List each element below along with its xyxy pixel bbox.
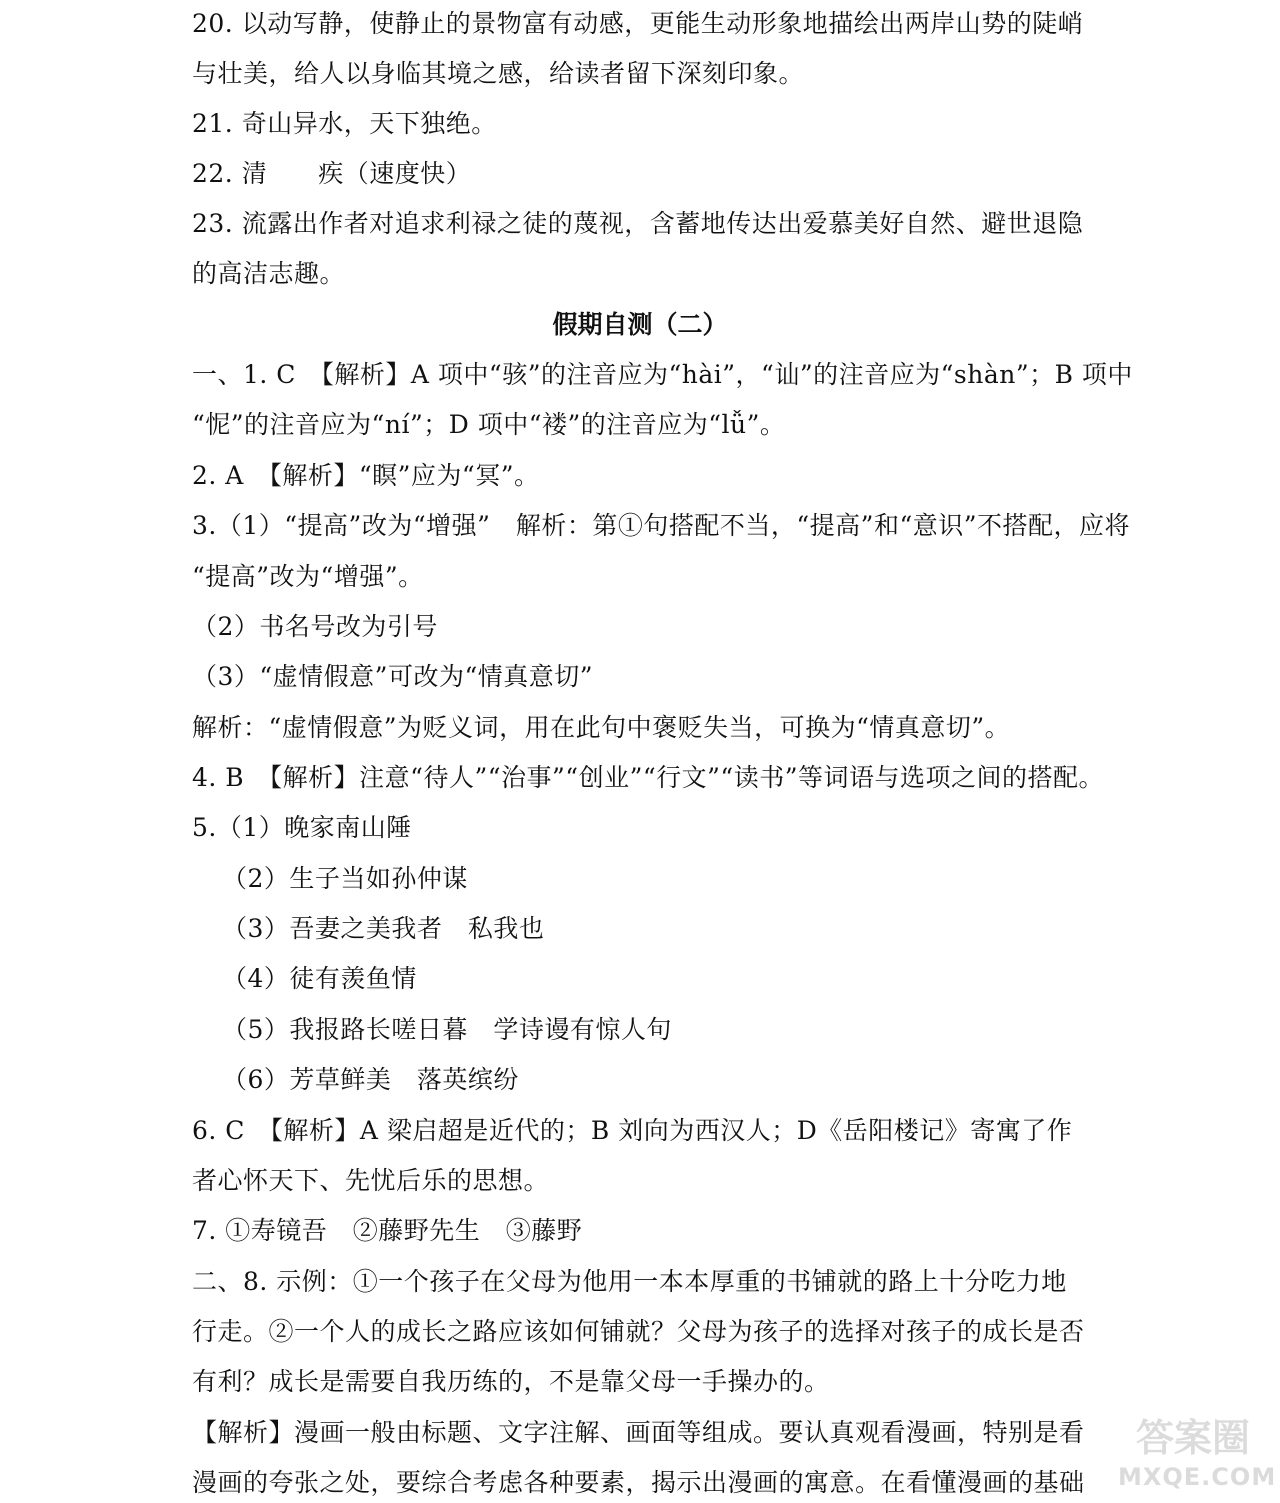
answer-8-line-2: 行走。②一个人的成长之路应该如何铺就？父母为孩子的选择对孩子的成长是否: [192, 1317, 1085, 1346]
answer-8-analysis-line-2: 漫画的夸张之处，要综合考虑各种要素，揭示出漫画的寓意。在看懂漫画的基础: [192, 1468, 1085, 1497]
answer-6-line-1: 6. C 【解析】A 梁启超是近代的；B 刘向为西汉人；D《岳阳楼记》寄寓了作: [192, 1116, 1073, 1145]
section-title: 假期自测（二）: [552, 310, 728, 339]
answer-5-item-2: （2）生子当如孙仲谋: [222, 864, 468, 893]
answer-5-item-4: （4）徒有羡鱼情: [222, 964, 417, 993]
answer-5-item-5: （5）我报路长嗟日暮 学诗谩有惊人句: [222, 1015, 672, 1044]
answer-1-line-1: 一、1. C 【解析】A 项中“骇”的注音应为“hài”，“讪”的注音应为“shàn”；B 项中: [192, 360, 1133, 389]
answer-5-item-6: （6）芳草鲜美 落英缤纷: [222, 1065, 519, 1094]
watermark-bottom-text: MXQE.COM: [1118, 1463, 1277, 1491]
answer-5-item-3: （3）吾妻之美我者 私我也: [222, 914, 545, 943]
answer-22: 22. 清 疾（速度快）: [192, 159, 472, 188]
answer-20-line-2: 与壮美，给人以身临其境之感，给读者留下深刻印象。: [192, 59, 805, 88]
answer-7: 7. ①寿镜吾 ②藤野先生 ③藤野: [192, 1216, 583, 1245]
answer-8-analysis-line-1: 【解析】漫画一般由标题、文字注解、画面等组成。要认真观看漫画，特别是看: [192, 1418, 1085, 1447]
answer-6-line-2: 者心怀天下、先忧后乐的思想。: [192, 1166, 550, 1195]
answer-3-line-2: “提高”改为“增强”。: [192, 562, 424, 591]
answer-3-item-3: （3）“虚情假意”可改为“情真意切”: [192, 662, 594, 691]
answer-4: 4. B 【解析】注意“待人”“治事”“创业”“行文”“读书”等词语与选项之间的搭配。: [192, 763, 1104, 792]
answer-3-item-2: （2）书名号改为引号: [192, 612, 438, 641]
answer-21: 21. 奇山异水，天下独绝。: [192, 109, 497, 138]
answer-20-line-1: 20. 以动写静，使静止的景物富有动感，更能生动形象地描绘出两岸山势的陡峭: [192, 9, 1084, 38]
answer-3-analysis: 解析：“虚情假意”为贬义词，用在此句中褒贬失当，可换为“情真意切”。: [192, 713, 1011, 742]
watermark-top-text: 答案圈: [1135, 1416, 1250, 1460]
watermark-logo: [1118, 1415, 1277, 1495]
answer-5-item-1: 5.（1）晚家南山陲: [192, 813, 412, 842]
answer-3-line-1: 3.（1）“提高”改为“增强” 解析：第①句搭配不当，“提高”和“意识”不搭配，应将: [192, 511, 1131, 540]
answer-2: 2. A 【解析】“瞑”应为“冥”。: [192, 461, 540, 490]
answer-1-line-2: “怩”的注音应为“ní”；D 项中“褛”的注音应为“lǚ”。: [192, 410, 786, 439]
answer-8-line-1: 二、8. 示例：①一个孩子在父母为他用一本本厚重的书铺就的路上十分吃力地: [192, 1267, 1067, 1296]
answer-23-line-1: 23. 流露出作者对追求利禄之徒的蔑视，含蓄地传达出爱慕美好自然、避世退隐: [192, 209, 1084, 238]
answer-8-line-3: 有利？成长是需要自我历练的，不是靠父母一手操办的。: [192, 1367, 830, 1396]
answer-23-line-2: 的高洁志趣。: [192, 259, 346, 288]
